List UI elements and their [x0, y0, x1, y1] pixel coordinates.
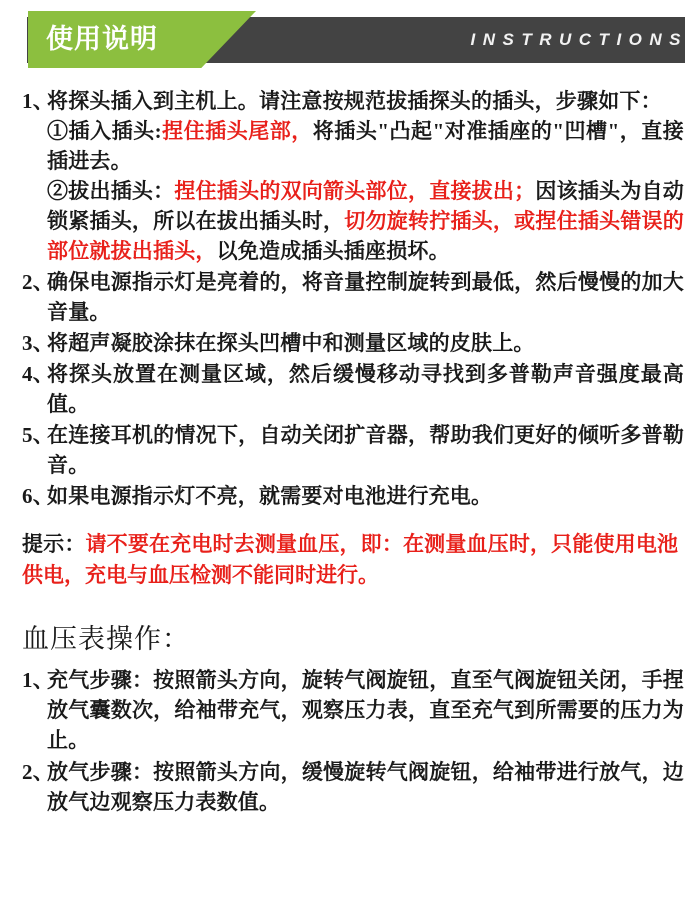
page-title: 使用说明 — [46, 24, 158, 54]
instruction-item — [0, 328, 700, 358]
body-text: 以免造成插头插座损坏。 — [216, 239, 450, 263]
instruction-item-line — [47, 359, 684, 419]
body-text: 确保电源指示灯是亮着的，将音量控制旋转到最低，然后慢慢的加大音量。 — [47, 270, 684, 324]
body-text: 因该插头为自动锁紧插头，所以在拔出插头时， — [47, 179, 684, 233]
instruction-item-line — [47, 420, 684, 480]
instructions-list — [0, 86, 700, 511]
tip-text: 请不要在充电时去测量血压，即：在测量血压时，只能使用电池供电，充电与血压检测不能同时进行。 — [22, 532, 678, 587]
instruction-item-marker: 1、 — [22, 89, 54, 113]
body-text: 在连接耳机的情况下，自动关闭扩音器，帮助我们更好的倾听多普勒音。 — [47, 423, 684, 477]
instruction-item-marker: 4、 — [22, 362, 54, 386]
instructions-content — [0, 86, 700, 819]
body-text: 将探头放置在测量区域，然后缓慢移动寻找到多普勒声音强度最高值。 — [47, 362, 684, 416]
instruction-item — [0, 267, 700, 327]
bp-step-item-marker: 1、 — [22, 668, 54, 692]
blood-pressure-steps-list — [0, 665, 700, 817]
tip-block — [0, 529, 700, 591]
tip-label: 提示： — [22, 532, 86, 556]
blood-pressure-section-heading: 血压表操作： — [22, 624, 190, 654]
instruction-item — [0, 420, 700, 480]
body-text: 如果电源指示灯不亮，就需要对电池进行充电。 — [47, 484, 493, 508]
warning-text: 捏住插头尾部， — [161, 119, 313, 143]
instruction-item-marker: 2、 — [22, 270, 54, 294]
instruction-item-line — [47, 481, 684, 511]
warning-text: 捏住插头的双向箭头部位，直接拔出； — [174, 179, 536, 203]
bp-step-item — [0, 665, 700, 755]
instruction-item-line — [47, 86, 684, 116]
bp-step-item-marker: 2、 — [22, 760, 54, 784]
bp-step-item — [0, 757, 700, 817]
body-text: 将超声凝胶涂抹在探头凹槽中和测量区域的皮肤上。 — [47, 331, 535, 355]
instruction-item — [0, 86, 700, 266]
instruction-item-line — [47, 328, 684, 358]
body-text: 将插头"凸起"对准插座的"凹槽"，直接插进去。 — [47, 119, 684, 173]
instruction-item-marker: 3、 — [22, 331, 54, 355]
page-title-english: INSTRUCTIONS — [470, 30, 688, 49]
instruction-item-line — [47, 267, 684, 327]
instruction-item — [0, 481, 700, 511]
warning-text: 切勿旋转拧插头，或捏住插头错误的部位就拔出插头， — [47, 209, 684, 263]
bp-step-item-line — [47, 665, 684, 755]
instruction-item-marker: 5、 — [22, 423, 54, 447]
body-text: ②拔出插头： — [47, 179, 175, 203]
bp-step-item-line — [47, 757, 684, 817]
body-text: 放气步骤：按照箭头方向，缓慢旋转气阀旋钮，给袖带进行放气，边放气边观察压力表数值。 — [47, 760, 684, 814]
header-banner — [0, 0, 700, 78]
instruction-item-line — [47, 176, 684, 266]
instruction-item-marker: 6、 — [22, 484, 54, 508]
body-text: 将探头插入到主机上。请注意按规范拔插探头的插头，步骤如下： — [47, 89, 662, 113]
body-text: 充气步骤：按照箭头方向，旋转气阀旋钮，直至气阀旋钮关闭，手捏放气囊数次，给袖带充气，观察压力表，直至充气到所需要的压力为止。 — [47, 668, 684, 752]
body-text: ①插入插头: — [47, 119, 162, 143]
instruction-item — [0, 359, 700, 419]
instruction-item-line — [47, 116, 684, 176]
